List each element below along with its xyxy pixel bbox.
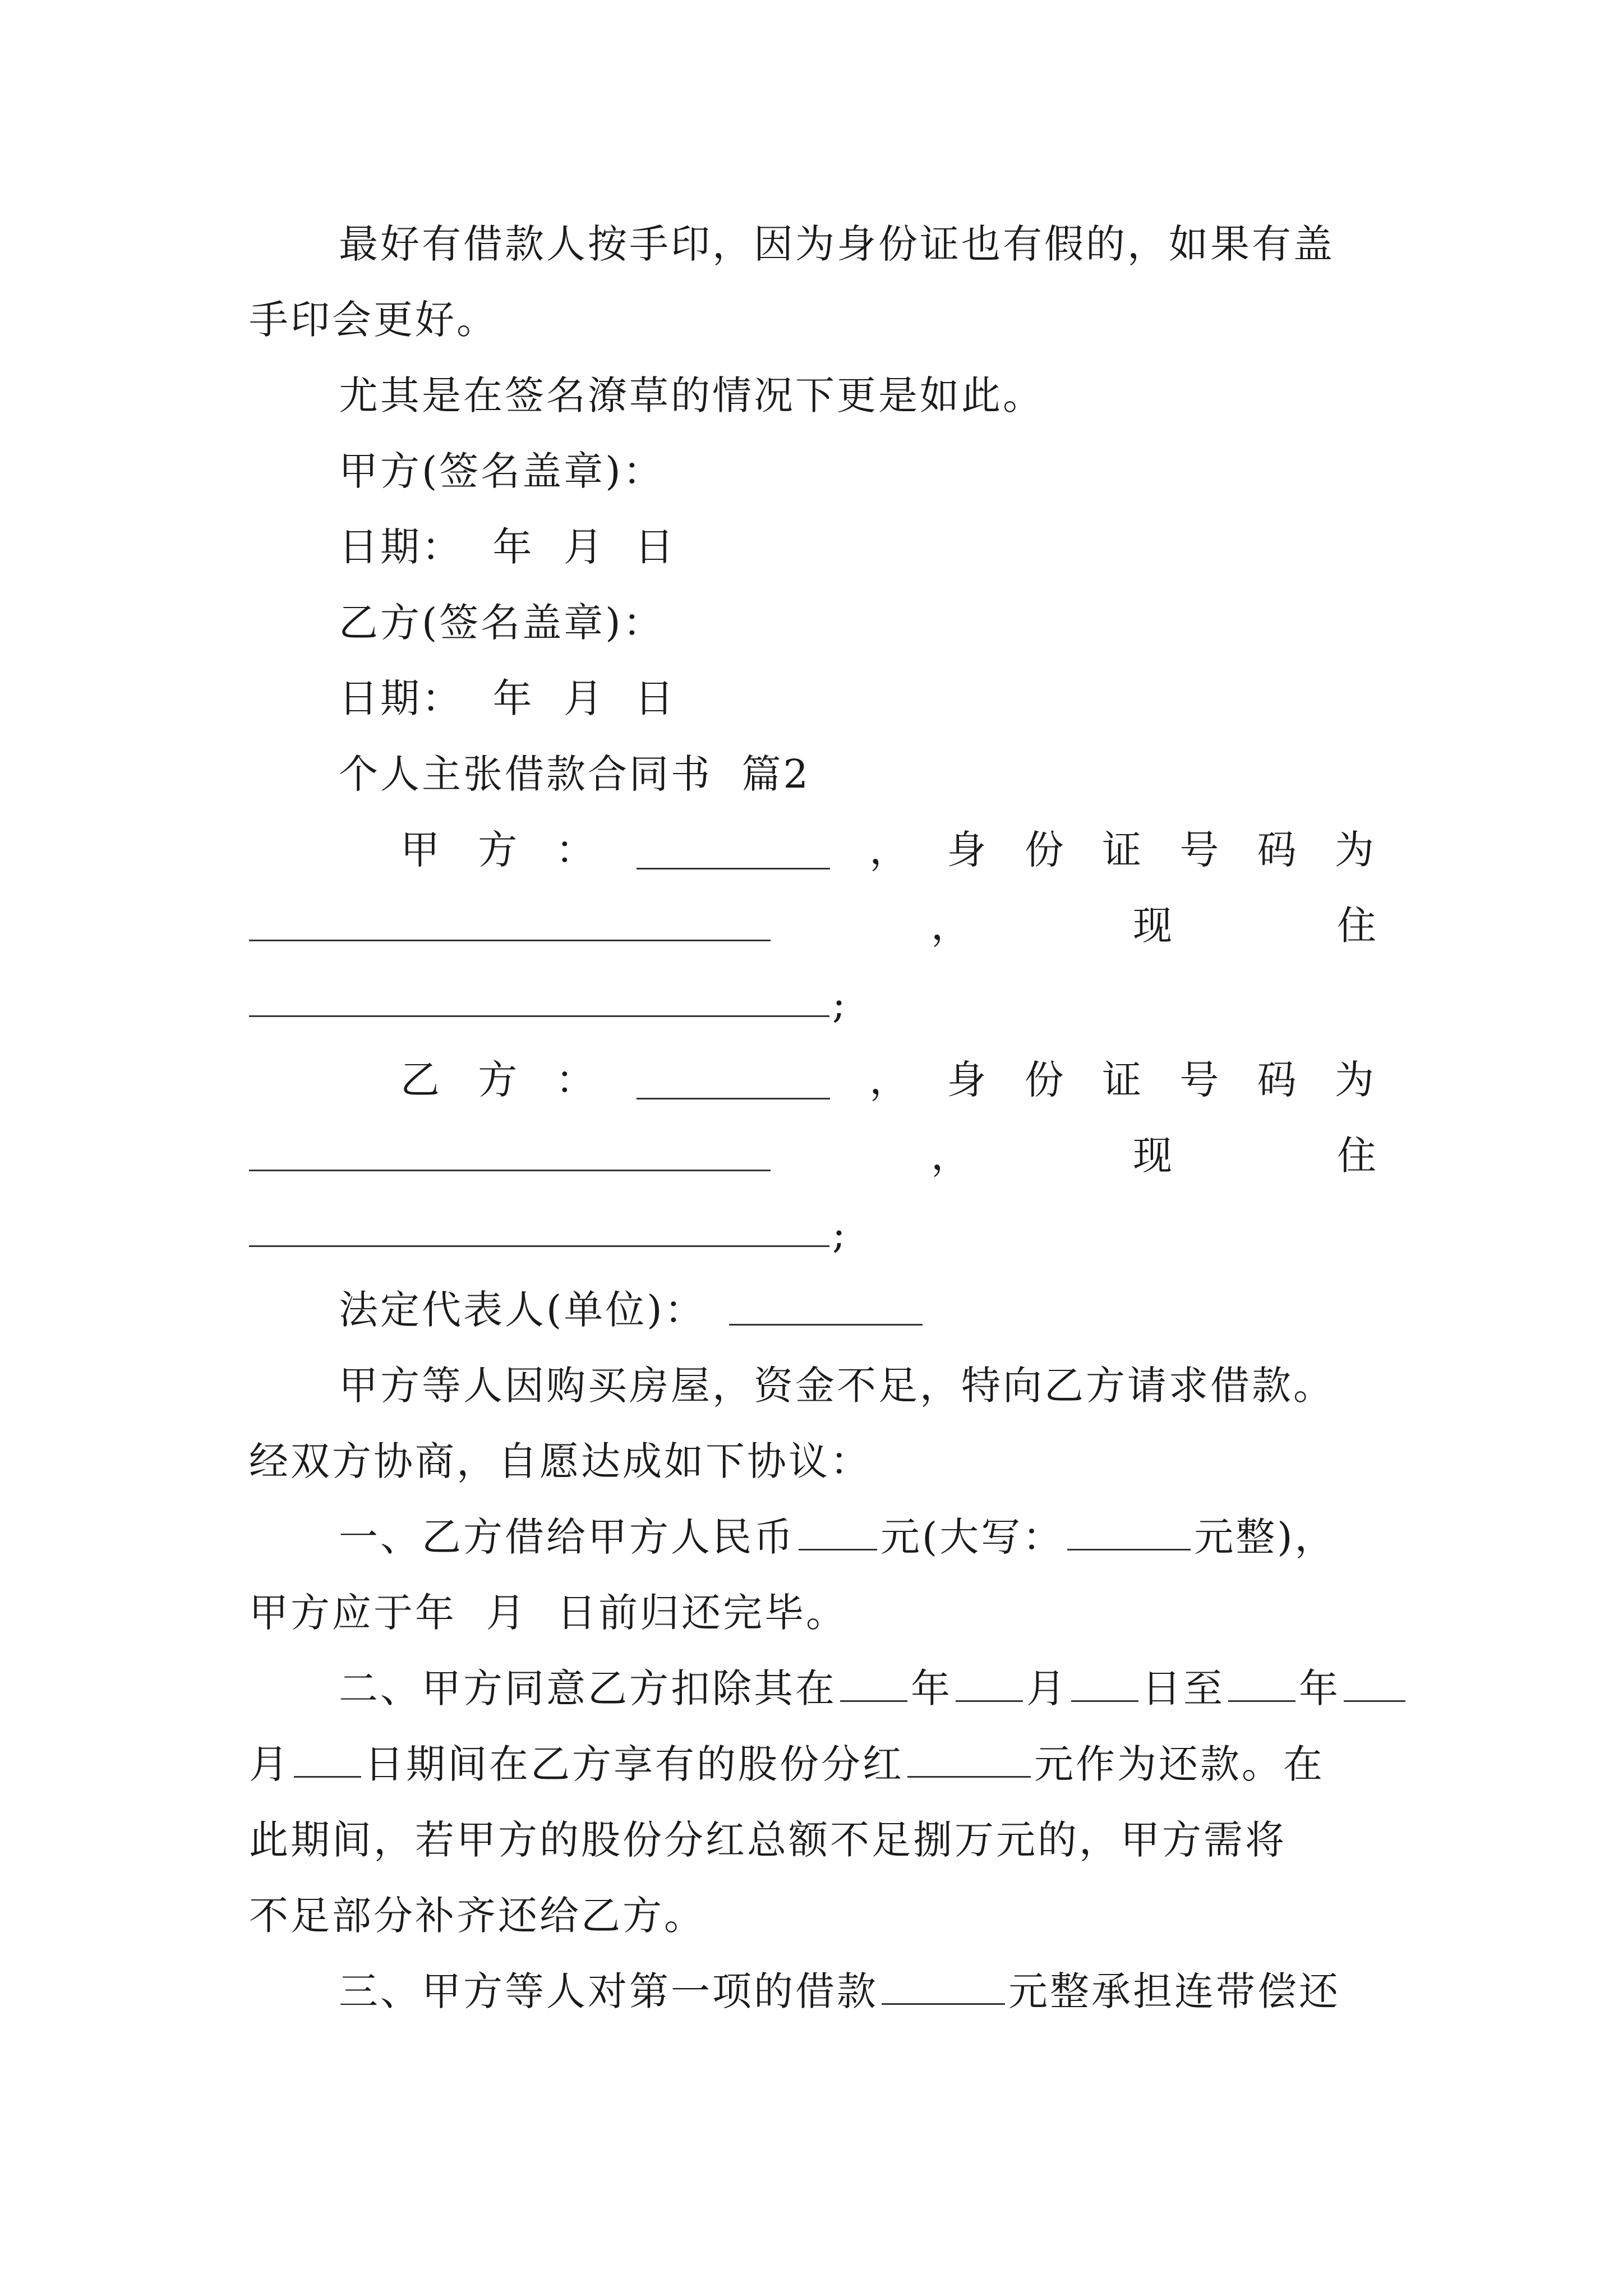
party-b-id-blank[interactable] xyxy=(249,1170,771,1171)
party-b-id-char: 身 xyxy=(947,1057,989,1103)
clause-2-text: 年 xyxy=(911,1665,952,1711)
dividend-blank[interactable] xyxy=(907,1772,1031,1778)
party-b-char: 乙 xyxy=(400,1057,442,1103)
month-blank[interactable] xyxy=(956,1696,1023,1702)
clause-2-text: 月 xyxy=(249,1741,291,1787)
clause-2-text: 月 xyxy=(1026,1665,1068,1711)
paragraph-line: 经双方协商，自愿达成如下协议： xyxy=(249,1438,872,1484)
party-a-addr-comma: ， xyxy=(931,903,972,949)
paragraph-line: 尤其是在签名潦草的情况下更是如此。 xyxy=(339,372,1044,418)
party-a-addr-char: 住 xyxy=(1337,903,1378,949)
clause-1-text: 元整)， xyxy=(1194,1514,1336,1560)
party-a-id-blank[interactable] xyxy=(249,940,771,941)
party-b-id-char: 码 xyxy=(1257,1057,1299,1103)
section-heading: 个人主张借款合同书 篇2 xyxy=(339,751,811,797)
party-b-id-char: 份 xyxy=(1024,1057,1066,1103)
party-a-id-char: 份 xyxy=(1024,827,1066,873)
clause-2-text: 年 xyxy=(1299,1665,1340,1711)
paragraph-line: 甲方等人因购买房屋，资金不足，特向乙方请求借款。 xyxy=(339,1363,1335,1409)
clause-3-text: 元整承担连带偿还 xyxy=(1008,1968,1340,2014)
clause-1-line xyxy=(339,1514,1336,1560)
party-a-id-char: 为 xyxy=(1334,827,1376,873)
signature-party-a: 甲方(签名盖章)： xyxy=(339,448,665,494)
legal-rep-label: 法定代表人(单位)： xyxy=(339,1287,706,1333)
clause-1-line-2: 甲方应于年 月 日前归还完毕。 xyxy=(249,1590,848,1636)
clause-2-line-2 xyxy=(249,1741,1325,1787)
party-b-semicolon: ; xyxy=(832,1211,848,1257)
clause-2-text: 日期间在乙方享有的股份分红 xyxy=(365,1741,904,1787)
party-a-line xyxy=(400,827,1376,873)
clause-2-text: 日至 xyxy=(1142,1665,1225,1711)
party-a-comma: ， xyxy=(869,827,911,873)
amount-blank[interactable] xyxy=(799,1544,877,1550)
party-a-id-char: 码 xyxy=(1257,827,1299,873)
party-b-id-char: 号 xyxy=(1179,1057,1221,1103)
party-b-line xyxy=(400,1057,1376,1103)
party-a-name-blank[interactable] xyxy=(637,863,830,869)
clause-2-line-4: 不足部分补齐还给乙方。 xyxy=(249,1893,706,1939)
amount-words-blank[interactable] xyxy=(1067,1544,1191,1550)
party-b-addr-comma: ， xyxy=(931,1133,972,1179)
party-b-id-char: 证 xyxy=(1102,1057,1144,1103)
party-b-addr-char: 现 xyxy=(1133,1133,1174,1179)
clause-3-text: 三、甲方等人对第一项的借款 xyxy=(339,1968,878,2014)
clause-2-text: 二、甲方同意乙方扣除其在 xyxy=(339,1665,837,1711)
day-blank[interactable] xyxy=(1071,1696,1138,1702)
clause-2-text: 元作为还款。在 xyxy=(1034,1741,1325,1787)
paragraph-line: 手印会更好。 xyxy=(249,297,498,343)
year-blank[interactable] xyxy=(840,1696,907,1702)
party-a-char: 甲 xyxy=(400,827,442,873)
clause-2-line xyxy=(339,1665,1409,1711)
party-b-char: ： xyxy=(555,1057,597,1103)
party-a-address-blank[interactable] xyxy=(249,1015,829,1017)
party-b-id-char: 为 xyxy=(1334,1057,1376,1103)
clause-3-line xyxy=(339,1968,1340,2014)
day-blank[interactable] xyxy=(294,1772,361,1778)
clause-2-line-3: 此期间，若甲方的股份分红总额不足捌万元的，甲方需将 xyxy=(249,1817,1287,1863)
party-b-char: 方 xyxy=(478,1057,520,1103)
signature-party-b: 乙方(签名盖章)： xyxy=(339,600,665,646)
party-a-semicolon: ; xyxy=(832,981,848,1027)
party-a-id-char: 身 xyxy=(947,827,989,873)
party-a-id-char: 号 xyxy=(1179,827,1221,873)
party-a-addr-char: 现 xyxy=(1133,903,1174,949)
party-b-addr-char: 住 xyxy=(1337,1133,1378,1179)
legal-rep-blank[interactable] xyxy=(729,1324,923,1326)
party-a-char: ： xyxy=(555,827,597,873)
paragraph-line: 最好有借款人按手印，因为身份证也有假的，如果有盖 xyxy=(339,221,1335,267)
party-a-id-char: 证 xyxy=(1102,827,1144,873)
party-b-comma: ， xyxy=(869,1057,911,1103)
year-blank[interactable] xyxy=(1228,1696,1295,1702)
party-a-char: 方 xyxy=(478,827,520,873)
date-line-b: 日期： 年 月 日 xyxy=(339,675,676,721)
party-b-name-blank[interactable] xyxy=(637,1093,830,1099)
date-line-a: 日期： 年 月 日 xyxy=(339,524,676,570)
loan-amount-blank[interactable] xyxy=(882,1999,1005,2005)
party-b-address-blank[interactable] xyxy=(249,1245,829,1247)
month-blank[interactable] xyxy=(1344,1696,1405,1702)
clause-1-text: 一、乙方借给甲方人民币 xyxy=(339,1514,795,1560)
clause-1-text: 元(大写： xyxy=(880,1514,1064,1560)
